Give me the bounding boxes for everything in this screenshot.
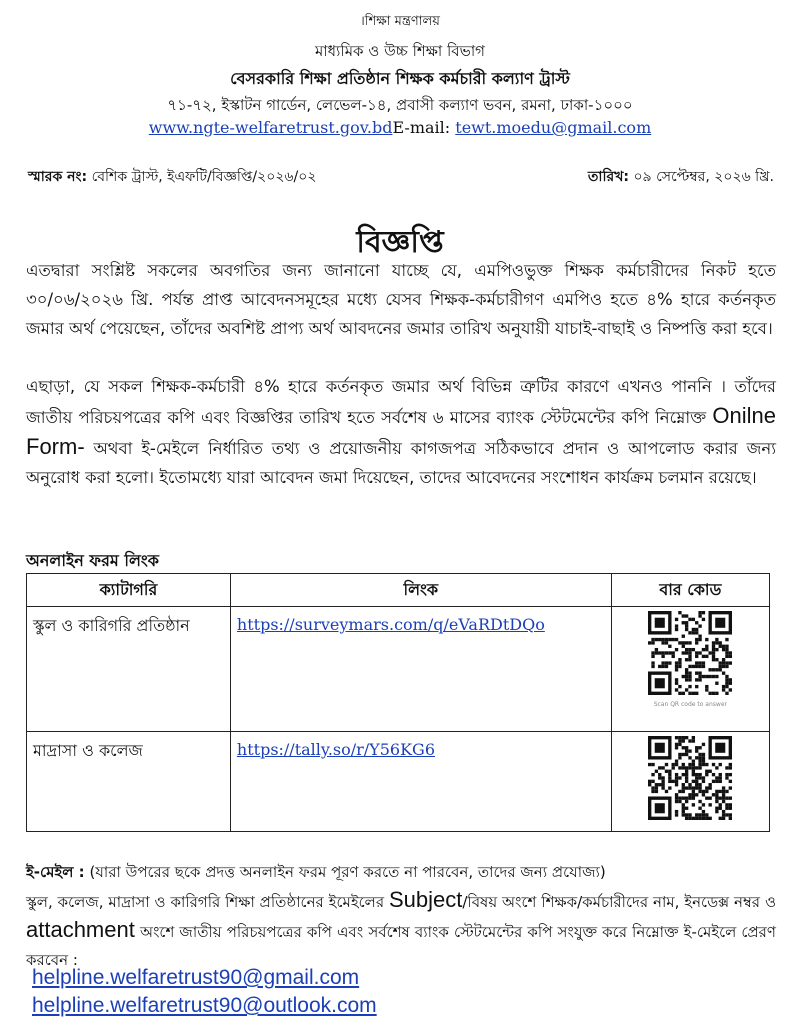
- trust-address: ৭১-৭২, ইস্কাটন গার্ডেন, লেভেল-১৪, প্রবাসী কল্যাণ ভবন, রমনা, ঢাকা-১০০০: [167, 96, 633, 114]
- subject-word: Subject: [388, 887, 463, 912]
- email-section-note: (যারা উপরের ছকে প্রদত্ত অনলাইন ফরম পূরণ করতে না পারবেন, তাদের জন্য প্রযোজ্য): [89, 863, 606, 881]
- attachment-word: attachment: [26, 917, 135, 942]
- paragraph-2-after: অথবা ই-মেইলে নির্ধারিত তথ্য ও প্রয়োজনীয় কাগজপত্র সঠিকভাবে প্রদান ও আপলোড করার জন্য অনুরোধ করা হলো। ইতোমধ্যে যারা আবেদন জমা দিয়েছেন, তাদের আবেদনের সংশোধন কার্যক্রম চলমান রয়েছে।: [26, 439, 776, 487]
- qr-code-icon: [648, 611, 732, 699]
- header-qr: বার কোড: [611, 574, 769, 607]
- email-text-a: স্কুল, কলেজ, মাদ্রাসা ও কারিগরি শিক্ষা প্রতিষ্ঠানের ইমেইলের: [26, 893, 385, 911]
- helpline-outlook-link[interactable]: helpline.welfaretrust90@outlook.com: [32, 994, 377, 1017]
- email-text-b: /বিষয় অংশে শিক্ষক/কর্মচারীদের নাম, ইনডেক্স নম্বর ও: [462, 893, 776, 911]
- header-email-link[interactable]: tewt.moedu@gmail.com: [455, 118, 652, 137]
- row-link-cell: [230, 607, 611, 732]
- memo-number: [28, 165, 316, 189]
- notice-title: বিজ্ঞপ্তি: [356, 225, 444, 260]
- table-row: [27, 732, 770, 832]
- memo-label: স্মারক নং:: [28, 169, 88, 185]
- paragraph-1: এতদ্বারা সংশ্লিষ্ট সকলের অবগতির জন্য জানানো যাচ্ছে যে, এমপিওভুক্ত শিক্ষক কর্মচারীদের নিকট হতে ৩০/০৬/২০২৬ খ্রি. পর্যন্ত প্রাপ্ত আবেদনসমূহের মধ্যে যেসব শিক্ষক-কর্মচারীগণ এমপিও হতে ৪% হারে কর্তনকৃত জমার অর্থ পেয়েছেন, তাঁদের অবশিষ্ট প্রাপ্য অর্থ আবদনের জমার তারিখ অনুযায়ী যাচাই-বাছাই ও নিষ্পত্তি করা হবে।: [26, 261, 776, 338]
- survey-link[interactable]: https://surveymars.com/q/eVaRDtDQo: [236, 615, 545, 634]
- email-instructions: [26, 858, 776, 974]
- header-category: ক্যাটাগরি: [27, 574, 231, 607]
- form-section-label: অনলাইন ফরম লিংক: [26, 551, 159, 570]
- date-value: ০৯ সেপ্টেম্বর, ২০২৬ খ্রি.: [633, 169, 774, 185]
- division-name: মাধ্যমিক ও উচ্চ শিক্ষা বিভাগ: [314, 42, 486, 60]
- trust-name: বেসরকারি শিক্ষা প্রতিষ্ঠান শিক্ষক কর্মচারী কল্যাণ ট্রাস্ট: [230, 69, 570, 88]
- notice-date: [588, 165, 774, 189]
- email-label: E-mail:: [392, 118, 451, 137]
- helpline-gmail-link[interactable]: helpline.welfaretrust90@gmail.com: [32, 966, 360, 989]
- form-links-table: [26, 573, 770, 832]
- website-link[interactable]: www.ngte-welfaretrust.gov.bd: [148, 118, 393, 137]
- email-text-c: অংশে জাতীয় পরিচয়পত্রের কপি এবং সর্বশেষ ব্যাংক স্টেটমেন্টের কপি সংযুক্ত করে নিম্নোক্ত ই-মেইলে প্রেরণ করবেন :: [26, 923, 776, 969]
- ministry-name: ।শিক্ষা মন্ত্রণালয়: [360, 14, 440, 29]
- table-header-row: [27, 574, 770, 607]
- row-link-cell: [230, 732, 611, 832]
- paragraph-2-before: এছাড়া, যে সকল শিক্ষক-কর্মচারী ৪% হারে কর্তনকৃত জমার অর্থ বিভিন্ন ত্রুটির কারণে এখনও পাননি । তাঁদের জাতীয় পরিচয়পত্রের কপি এবং বিজ্ঞপ্তির তারিখ হতে সর্বশেষ ৬ মাসের ব্যাংক স্টেটমেন্টের কপি নিম্নোক্ত: [26, 377, 776, 427]
- row-category: স্কুল ও কারিগরি প্রতিষ্ঠান: [27, 607, 231, 732]
- row-qr-cell: [611, 607, 769, 732]
- online-form-text: Onilne Form-: [26, 403, 776, 459]
- email-section-label: ই-মেইল :: [26, 863, 85, 881]
- date-label: তারিখ:: [587, 169, 629, 185]
- qr-code-icon: [648, 736, 732, 824]
- row-category: মাদ্রাসা ও কলেজ: [27, 732, 231, 832]
- contact-line: [0, 118, 800, 137]
- memo-value: বেশিক ট্রাস্ট, ইএফটি/বিজ্ঞপ্তি/২০২৬/০২: [91, 169, 317, 185]
- header-link: লিংক: [230, 574, 611, 607]
- row-qr-cell: [611, 732, 769, 832]
- tally-link[interactable]: https://tally.so/r/Y56KG6: [236, 740, 436, 759]
- qr-caption: Scan QR code to answer: [653, 701, 727, 708]
- paragraph-2: [26, 372, 776, 492]
- table-row: [27, 607, 770, 732]
